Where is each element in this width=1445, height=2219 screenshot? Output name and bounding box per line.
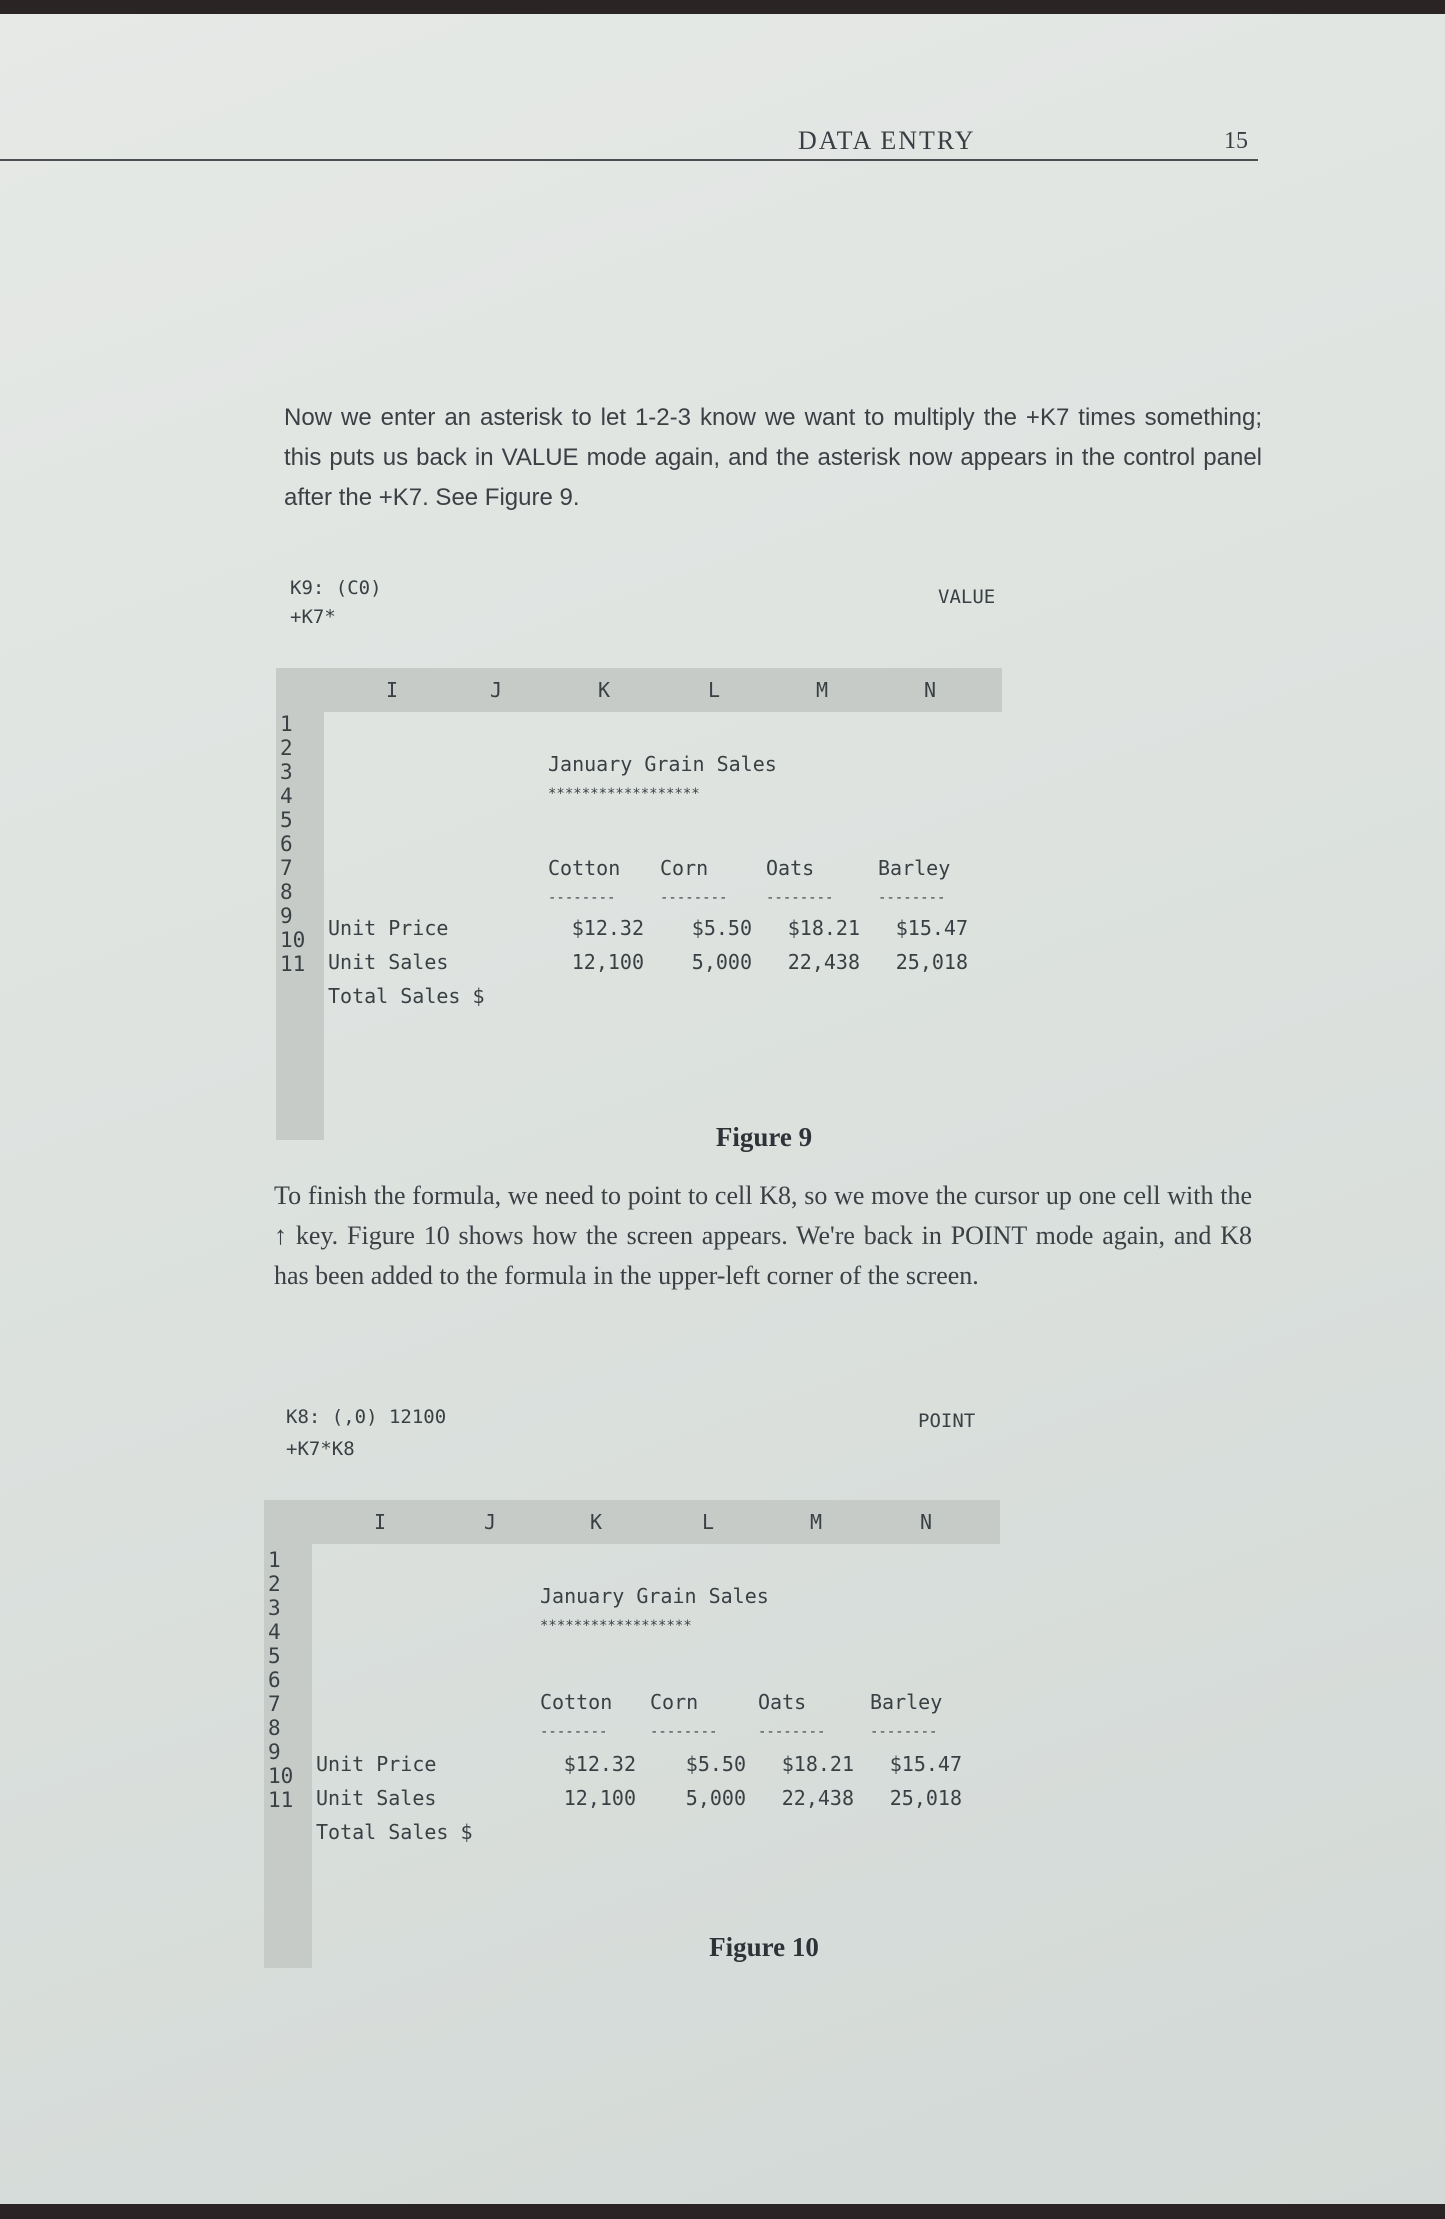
unit-price-corn: $5.50 (685, 1752, 746, 1776)
column-dashes: -------- (870, 1724, 938, 1740)
row-number: 11 (280, 952, 306, 976)
row-number: 4 (280, 784, 293, 808)
title-underline: ****************** (540, 1618, 692, 1634)
row-number: 6 (268, 1668, 281, 1692)
row-number: 7 (268, 1692, 281, 1716)
column-header-l: L (707, 678, 721, 702)
figure10-caption: Figure 10 (709, 1932, 819, 1962)
row-number: 1 (268, 1548, 281, 1572)
sheet-title: January Grain Sales (540, 1584, 769, 1608)
crop-header-cotton: Cotton (540, 1690, 613, 1714)
column-dashes: -------- (878, 890, 946, 906)
row-number: 1 (280, 712, 293, 736)
figure9-mode-indicator: VALUE (938, 586, 996, 608)
book-page (0, 14, 1445, 2204)
column-header-i: I (385, 678, 399, 702)
figure9-cell-address: K9: (C0) (290, 577, 382, 599)
row-number: 8 (280, 880, 293, 904)
crop-header-barley: Barley (870, 1690, 943, 1714)
column-dashes: -------- (650, 1724, 718, 1740)
row-number: 10 (268, 1764, 294, 1788)
unit-sales-cotton: 12,100 (563, 1786, 636, 1810)
column-header-j: J (489, 678, 503, 702)
unit-price-cotton: $12.32 (563, 1752, 636, 1776)
crop-header-oats: Oats (766, 856, 815, 880)
row-label-total-sales: Total Sales $ (316, 1820, 473, 1844)
unit-sales-barley: 25,018 (895, 950, 968, 974)
column-header-i: I (373, 1510, 387, 1534)
row-number: 11 (268, 1788, 294, 1812)
row-number: 10 (280, 928, 306, 952)
unit-sales-corn: 5,000 (691, 950, 752, 974)
paragraph-point-mode: To finish the formula, we need to point to cell K8, so we move the cursor up one cell with the ↑ key. Figure 10 shows how the screen appears. We're back in POINT mode again, and K8 has been added to the formula in the upper-left corner of the screen. (274, 1181, 1252, 1290)
crop-header-oats: Oats (758, 1690, 807, 1714)
row-label-total-sales: Total Sales $ (328, 984, 485, 1008)
row-number: 7 (280, 856, 293, 880)
crop-header-barley: Barley (878, 856, 951, 880)
column-dashes: -------- (766, 890, 834, 906)
row-number: 3 (280, 760, 293, 784)
running-head: DATA ENTRY (798, 126, 976, 155)
column-header-j: J (483, 1510, 497, 1534)
column-header-m: M (815, 678, 829, 702)
unit-price-barley: $15.47 (895, 916, 968, 940)
row-number: 5 (268, 1644, 281, 1668)
paragraph-intro: Now we enter an asterisk to let 1-2-3 know we want to multiply the +K7 times something; this puts us back in VALUE mode again, and the asterisk now appears in the control panel after the +K7. See Figure 9. (284, 404, 1262, 511)
column-dashes: -------- (660, 890, 728, 906)
row-number: 3 (268, 1596, 281, 1620)
header-rule (0, 159, 1258, 161)
crop-header-corn: Corn (650, 1690, 699, 1714)
column-header-k: K (589, 1510, 603, 1534)
column-header-l: L (701, 1510, 715, 1534)
unit-sales-oats: 22,438 (787, 950, 860, 974)
unit-price-oats: $18.21 (787, 916, 860, 940)
column-header-m: M (809, 1510, 823, 1534)
sheet-title: January Grain Sales (548, 752, 777, 776)
crop-header-corn: Corn (660, 856, 709, 880)
column-dashes: -------- (758, 1724, 826, 1740)
row-number: 9 (280, 904, 293, 928)
title-underline: ****************** (548, 786, 700, 802)
row-number: 2 (268, 1572, 281, 1596)
unit-sales-corn: 5,000 (685, 1786, 746, 1810)
row-label-unit-sales: Unit Sales (316, 1786, 437, 1810)
figure10-mode-indicator: POINT (918, 1410, 976, 1432)
column-header-n: N (919, 1510, 933, 1534)
figure9-caption: Figure 9 (715, 1122, 813, 1152)
row-label-unit-price: Unit Price (328, 916, 449, 940)
column-header-n: N (923, 678, 937, 702)
unit-price-corn: $5.50 (691, 916, 752, 940)
page-number: 15 (1224, 128, 1248, 154)
row-label-unit-price: Unit Price (316, 1752, 437, 1776)
unit-sales-oats: 22,438 (781, 1786, 854, 1810)
unit-price-barley: $15.47 (889, 1752, 962, 1776)
row-number: 6 (280, 832, 293, 856)
column-header-k: K (597, 678, 611, 702)
unit-price-oats: $18.21 (781, 1752, 854, 1776)
figure9-formula: +K7* (290, 606, 336, 628)
row-number: 2 (280, 736, 293, 760)
column-dashes: -------- (548, 890, 616, 906)
unit-price-cotton: $12.32 (571, 916, 644, 940)
row-number: 5 (280, 808, 293, 832)
row-number: 9 (268, 1740, 281, 1764)
column-dashes: -------- (540, 1724, 608, 1740)
crop-header-cotton: Cotton (548, 856, 621, 880)
figure10-cell-address: K8: (,0) 12100 (286, 1406, 447, 1428)
row-label-unit-sales: Unit Sales (328, 950, 449, 974)
unit-sales-barley: 25,018 (889, 1786, 962, 1810)
unit-sales-cotton: 12,100 (571, 950, 644, 974)
figure10-formula: +K7*K8 (286, 1438, 355, 1460)
row-number: 8 (268, 1716, 281, 1740)
row-number: 4 (268, 1620, 281, 1644)
